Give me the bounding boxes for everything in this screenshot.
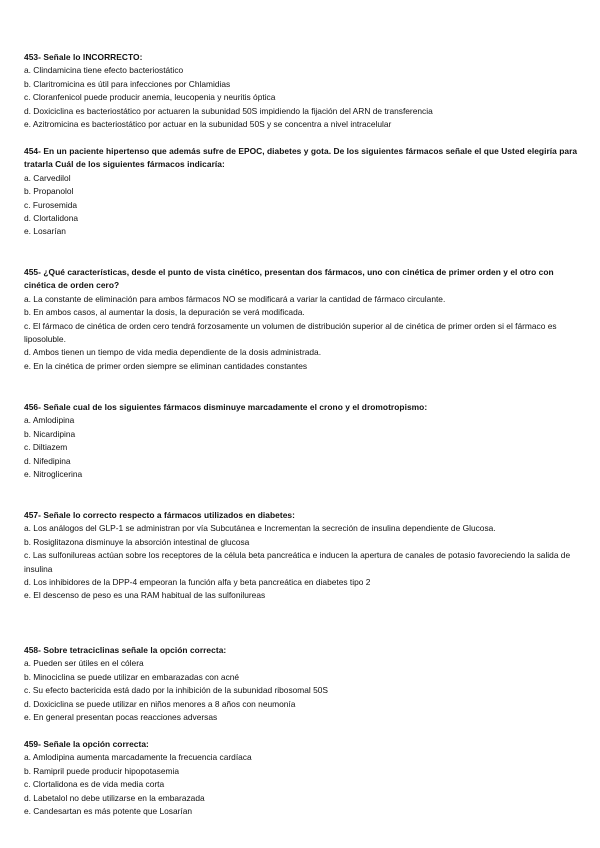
question-453	[24, 51, 580, 131]
option-e: e. En la cinética de primer orden siempre se eliminan cantidades constantes	[24, 360, 308, 371]
option-a: a. Pueden ser útiles en el cólera	[24, 658, 144, 669]
option-a: a. Amlodipina	[24, 415, 75, 426]
option-b: b. Claritromicina es útil para infecciones por Chlamidias	[24, 78, 231, 89]
option-d: d. Nifedipina	[24, 455, 71, 466]
option-d: d. Clortalidona	[24, 213, 79, 224]
question-454	[24, 145, 580, 239]
option-b: b. Nicardipina	[24, 428, 76, 439]
option-d: d. Los inhibidores de la DPP-4 empeoran la función alfa y beta pancreática en diabetes tipo 2	[24, 577, 371, 588]
option-e: e. Losarían	[24, 226, 66, 237]
question-title: 457- Señale lo correcto respecto a fármacos utilizados en diabetes:	[24, 510, 295, 520]
question-456	[24, 401, 580, 481]
option-c: c. Cloranfenicol puede producir anemia, leucopenia y neuritis óptica	[24, 92, 276, 103]
question-title: 455- ¿Qué características, desde el punto de vista cinético, presentan dos fármacos, uno con cinética de primer orden y el otro con cinética de orden cero?	[24, 267, 554, 291]
option-c: c. Su efecto bactericida está dado por la inhibición de la subunidad ribosomal 50S	[24, 685, 329, 696]
question-title: 454- En un paciente hipertenso que además sufre de EPOC, diabetes y gota. De los siguientes fármacos señale el que Usted elegiría para tratarla Cuál de los siguientes fármacos indicaría:	[24, 146, 578, 170]
question-title: 458- Sobre tetraciclinas señale la opción correcta:	[24, 645, 227, 655]
option-b: b. Propanolol	[24, 186, 74, 197]
question-title: 459- Señale la opción correcta:	[24, 739, 149, 749]
option-a: a. Carvedilol	[24, 172, 71, 183]
option-b: b. Ramipril puede producir hipopotasemia	[24, 765, 180, 776]
option-b: b. Rosiglitazona disminuye la absorción intestinal de glucosa	[24, 536, 250, 547]
option-c: c. Diltiazem	[24, 442, 68, 453]
option-d: d. Labetalol no debe utilizarse en la embarazada	[24, 792, 205, 803]
option-d: d. Ambos tienen un tiempo de vida media dependiente de la dosis administrada.	[24, 347, 322, 358]
option-a: a. Los análogos del GLP-1 se administran por vía Subcutánea e Incrementan la secreción de insulina dependiente de Glucosa.	[24, 523, 496, 534]
option-e: e. Candesartan es más potente que Losarían	[24, 806, 193, 817]
option-c: c. Clortalidona es de vida media corta	[24, 779, 165, 790]
question-title: 456- Señale cual de los siguientes fármacos disminuye marcadamente el crono y el dromotropismo:	[24, 402, 428, 412]
option-c: c. Furosemida	[24, 199, 78, 210]
option-c: c. Las sulfonilureas actúan sobre los receptores de la célula beta pancreática e inducen la apertura de canales de potasio favoreciendo la salida de insulina	[24, 550, 571, 574]
option-e: e. Azitromicina es bacteriostático por actuar en la subunidad 50S y se concentra a nivel intracelular	[24, 119, 392, 130]
question-459	[24, 738, 580, 818]
option-a: a. Clindamicina tiene efecto bacteriostático	[24, 65, 184, 76]
question-458	[24, 644, 580, 724]
option-a: a. La constante de eliminación para ambos fármacos NO se modificará a variar la cantidad de fármaco circulante.	[24, 293, 446, 304]
option-e: e. En general presentan pocas reacciones adversas	[24, 712, 218, 723]
question-457	[24, 509, 580, 603]
option-d: d. Doxiciclina es bacteriostático por actuaren la subunidad 50S impidiendo la fijación del ARN de transferencia	[24, 105, 433, 116]
question-455	[24, 266, 580, 373]
option-e: e. El descenso de peso es una RAM habitual de las sulfonilureas	[24, 590, 266, 601]
option-b: b. Minociclina se puede utilizar en embarazadas con acné	[24, 671, 240, 682]
option-d: d. Doxiciclina se puede utilizar en niños menores a 8 años con neumonía	[24, 698, 296, 709]
option-a: a. Amlodipina aumenta marcadamente la frecuencia cardíaca	[24, 752, 252, 763]
option-e: e. Nitroglicerina	[24, 469, 83, 480]
question-title: 453- Señale lo INCORRECTO:	[24, 52, 143, 62]
option-c: c. El fármaco de cinética de orden cero tendrá forzosamente un volumen de distribución superior al de cinética de primer orden si el fármaco es liposoluble.	[24, 320, 557, 345]
option-b: b. En ambos casos, al aumentar la dosis, la depuración se verá modificada.	[24, 307, 305, 318]
